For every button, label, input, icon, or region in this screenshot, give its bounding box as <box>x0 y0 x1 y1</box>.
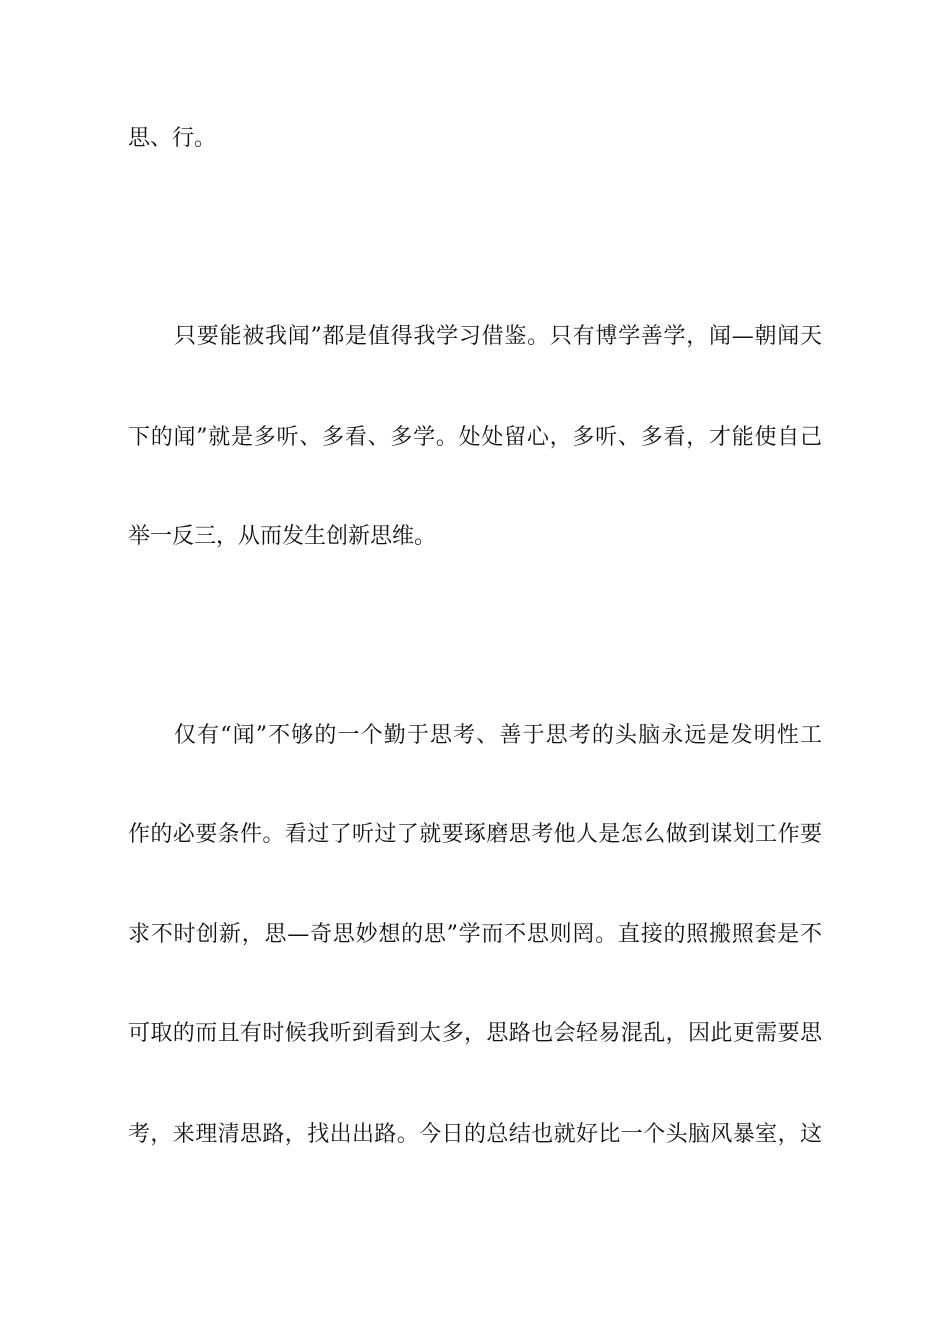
paragraph-1-line-1: 思、行。 <box>128 126 217 151</box>
paragraph-2-line-1: 只要能被我闻”都是值得我学习借鉴。只有博学善学，闻—朝闻天 <box>174 324 822 349</box>
paragraph-3-line-2: 作的必要条件。看过了听过了就要琢磨思考他人是怎么做到谋划工作要 <box>128 822 822 847</box>
paragraph-3-line-1: 仅有“闻”不够的一个勤于思考、善于思考的头脑永远是发明性工 <box>174 723 822 748</box>
paragraph-2-line-2: 下的闻”就是多听、多看、多学。处处留心，多听、多看，才能使自己 <box>128 425 822 450</box>
paragraph-3-line-5: 考，来理清思路，找出出路。今日的总结也就好比一个头脑风暴室，这 <box>128 1122 822 1147</box>
paragraph-3-line-3: 求不时创新，思—奇思妙想的思”学而不思则罔。直接的照搬照套是不 <box>128 922 822 947</box>
paragraph-2-line-3: 举一反三，从而发生创新思维。 <box>128 524 437 549</box>
paragraph-3-line-4: 可取的而且有时候我听到看到太多，思路也会轻易混乱，因此更需要思 <box>128 1021 822 1046</box>
